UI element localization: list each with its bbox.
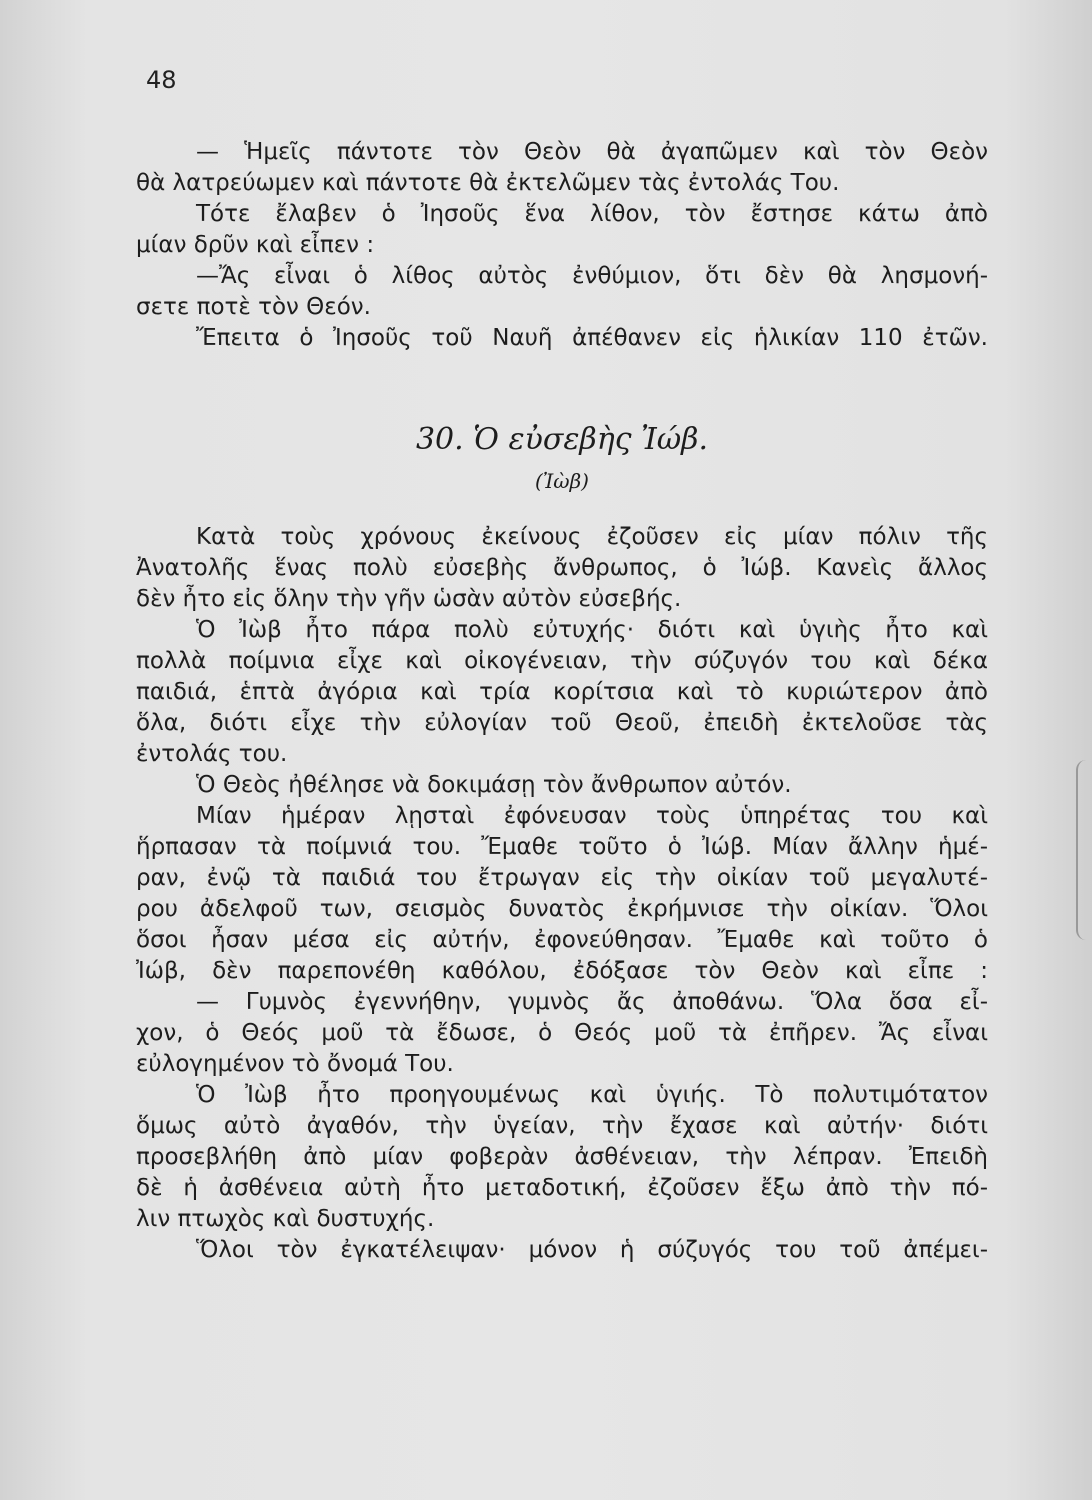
text-block-top [136, 137, 988, 354]
text-line: ὅλα, διότι εἶχε τὴν εὐλογίαν τοῦ Θεοῦ, ἐπειδὴ ἐκτελοῦσε τὰς [136, 710, 988, 736]
text-line: Ἔπειτα ὁ Ἰησοῦς τοῦ Ναυῆ ἀπέθανεν εἰς ἡλικίαν 110 ἐτῶν. [196, 325, 988, 351]
text-line: — Ἡμεῖς πάντοτε τὸν Θεὸν θὰ ἀγαπῶμεν καὶ τὸν Θεὸν [196, 139, 988, 165]
text-line: Ὁ Ἰὼβ ἦτο προηγουμένως καὶ ὑγιής. Τὸ πολυτιμότατον [196, 1082, 988, 1108]
text-line: λιν πτωχὸς καὶ δυστυχής. [136, 1206, 435, 1232]
text-line: Μίαν ἡμέραν λῃσταὶ ἐφόνευσαν τοὺς ὑπηρέτας του καὶ [196, 803, 988, 829]
text-line: ἐντολάς του. [136, 741, 288, 767]
text-line: ἥρπασαν τὰ ποίμνιά του. Ἔμαθε τοῦτο ὁ Ἰώβ. Μίαν ἄλλην ἡμέ- [136, 834, 988, 860]
text-line: ὅμως αὐτὸ ἀγαθόν, τὴν ὑγείαν, τὴν ἔχασε καὶ αὐτήν· διότι [136, 1113, 988, 1139]
page-number: 48 [146, 66, 177, 94]
page-edge-mark [1076, 760, 1092, 940]
text-line: Ἰώβ, δὲν παρεπονέθη καθόλου, ἐδόξασε τὸν Θεὸν καὶ εἶπε : [136, 958, 988, 984]
text-line: παιδιά, ἑπτὰ ἀγόρια καὶ τρία κορίτσια καὶ τὸ κυριώτερον ἀπὸ [136, 679, 988, 705]
text-line: — Γυμνὸς ἐγεννήθην, γυμνὸς ἄς ἀποθάνω. Ὅλα ὅσα εἶ- [196, 989, 988, 1015]
text-line: σετε ποτὲ τὸν Θεόν. [136, 294, 371, 320]
text-line: Ὁ Ἰὼβ ἦτο πάρα πολὺ εὐτυχής· διότι καὶ ὑγιὴς ἦτο καὶ [196, 617, 988, 643]
text-line: —Ἄς εἶναι ὁ λίθος αὐτὸς ἐνθύμιον, ὅτι δὲν θὰ λησμονή- [196, 263, 988, 289]
chapter-title: 30. Ὁ εὐσεβὴς Ἰώβ. [415, 422, 709, 457]
text-line: εὐλογημένον τὸ ὄνομά Του. [136, 1051, 454, 1077]
text-line: ραν, ἐνῷ τὰ παιδιά του ἔτρωγαν εἰς τὴν οἰκίαν τοῦ μεγαλυτέ- [136, 865, 988, 891]
text-line: μίαν δρῦν καὶ εἶπεν : [136, 232, 375, 258]
text-line: Τότε ἔλαβεν ὁ Ἰησοῦς ἕνα λίθον, τὸν ἔστησε κάτω ἀπὸ [196, 201, 988, 227]
text-line: πολλὰ ποίμνια εἶχε καὶ οἰκογένειαν, τὴν σύζυγόν του καὶ δέκα [136, 648, 988, 674]
text-line: χον, ὁ Θεός μοῦ τὰ ἔδωσε, ὁ Θεός μοῦ τὰ ἐπῆρεν. Ἄς εἶναι [136, 1020, 988, 1046]
text-line: Ὅλοι τὸν ἐγκατέλειψαν· μόνον ἡ σύζυγός του τοῦ ἀπέμει- [196, 1237, 988, 1263]
text-line: ρου ἀδελφοῦ των, σεισμὸς δυνατὸς ἐκρήμνισε τὴν οἰκίαν. Ὅλοι [136, 896, 988, 922]
text-line: Κατὰ τοὺς χρόνους ἐκείνους ἐζοῦσεν εἰς μίαν πόλιν τῆς [196, 524, 988, 550]
text-line: Ἀνατολῆς ἕνας πολὺ εὐσεβὴς ἄνθρωπος, ὁ Ἰώβ. Κανεὶς ἄλλος [136, 555, 988, 581]
text-line: δὲν ἦτο εἰς ὅλην τὴν γῆν ὡσὰν αὐτὸν εὐσεβής. [136, 586, 682, 612]
text-line: ὅσοι ἦσαν μέσα εἰς αὐτήν, ἐφονεύθησαν. Ἔμαθε καὶ τοῦτο ὁ [136, 927, 988, 953]
text-line: Ὁ Θεὸς ἠθέλησε νὰ δοκιμάσῃ τὸν ἄνθρωπον αὐτόν. [196, 772, 792, 798]
text-line: θὰ λατρεύωμεν καὶ πάντοτε θὰ ἐκτελῶμεν τὰς ἐντολάς Του. [136, 170, 840, 196]
chapter-subtitle: (Ἰὼβ) [535, 469, 589, 493]
text-line: προσεβλήθη ἀπὸ μίαν φοβερὰν ἀσθένειαν, τὴν λέπραν. Ἐπειδὴ [136, 1144, 988, 1170]
text-line: δὲ ἡ ἀσθένεια αὐτὴ ἦτο μεταδοτική, ἐζοῦσεν ἔξω ἀπὸ τὴν πό- [136, 1175, 988, 1201]
text-block-main [136, 522, 988, 1266]
